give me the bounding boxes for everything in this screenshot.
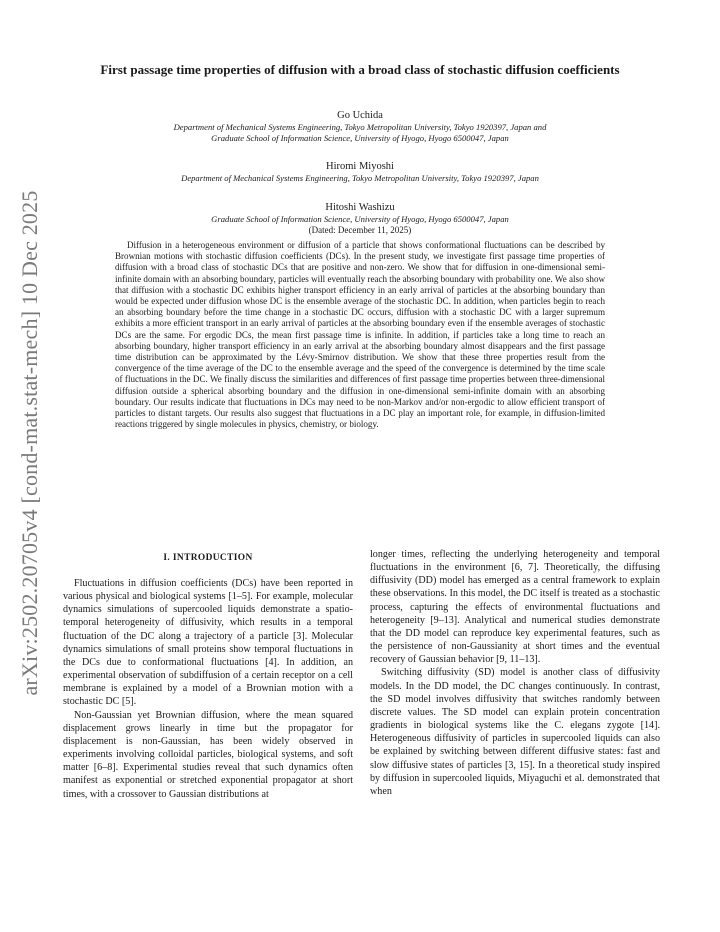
- author-affiliation: Department of Mechanical Systems Engineering, Tokyo Metropolitan University, Tokyo 1920397, Japan: [181, 173, 539, 183]
- abstract: Diffusion in a heterogeneous environment or diffusion of a particle that shows conformational fluctuations can be described by Brownian motions with stochastic diffusion coefficients (DCs). In the present study, we investigate first passage time properties of diffusion with a broad class of stochastic DCs that are positive and non-zero. We show that for diffusion in one-dimensional semi-infinite domain with an absorbing boundary, particles will eventually reach the absorbing boundary with probability one. We also show that diffusion with a stochastic DC exhibits higher transport efficiency in an early arrival of particles at the absorbing boundary than would be expected under diffusion whose DC is the ensemble average of the stochastic DC. In addition, when particles begin to reach an absorbing boundary before the time change in a stochastic DC occurs, diffusion with a stochastic DC with a larger supremum exhibits a more efficient transport in an early arrival of particles at the absorbing boundary even if the ensemble averages of stochastic DCs are the same. For ergodic DCs, the mean first passage time is infinite. In addition, if particles take a long time to reach an absorbing boundary, higher transport efficiency in an early arrival at the absorbing boundary almost disappears and the first passage time distribution can be approximated by the Lévy-Smirnov distribution. We show that these three properties result from the convergence of the time average of the DC to the ensemble average and the speed of the convergence is determined by the time scale of fluctuations in the DC. We finally discuss the similarities and differences of first passage time properties between three-dimensional diffusion outside a spherical absorbing boundary and the diffusion in one-dimensional semi-infinite domain with an absorbing boundary. Our results indicate that fluctuations in DCs may need to be non-Markov and/or non-ergodic to allow efficient transport of particles to distant targets. Our results also suggest that fluctuations in a DC play an important role, for example, in diffusion-limited reactions triggered by single molecules in physics, chemistry, or biology.: [115, 240, 605, 430]
- arxiv-identifier: arXiv:2502.20705v4 [cond-mat.stat-mech] 10 Dec 2025: [17, 190, 42, 696]
- body-paragraph: Fluctuations in diffusion coefficients (DCs) have been reported in various physical and biological systems [1–5]. For example, molecular dynamics simulations of supercooled liquids demonstrate a spatio-temporal heterogeneity of diffusivity, which results in a temporal fluctuation of the DC along a trajectory of a particle [3]. Molecular dynamics simulations of small proteins show temporal fluctuations in the DCs due to conformational fluctuations [4]. In addition, an experimental observation of subdiffusion of a certain receptor on a cell membrane is explained by a model of a Brownian motion with a stochastic DC [5].: [63, 578, 353, 708]
- arxiv-stamp: [0, 0, 60, 932]
- right-column: [370, 548, 660, 798]
- paper-title: First passage time properties of diffusion with a broad class of stochastic diffusion coefficients: [100, 62, 620, 77]
- author-name: Hitoshi Washizu: [325, 202, 395, 213]
- author-block-1: [60, 109, 660, 144]
- author-affiliation: Graduate School of Information Science, University of Hyogo, Hyogo 6500047, Japan: [211, 214, 509, 224]
- left-column: [63, 548, 353, 801]
- author-affiliation: Graduate School of Information Science, University of Hyogo, Hyogo 6500047, Japan: [211, 133, 509, 143]
- body-paragraph-continued: longer times, reflecting the underlying heterogeneity and temporal fluctuations in the environment [6, 7]. Theoretically, the diffusing diffusivity (DD) model has emerged as a central framework to explain these observations. In this model, the DC itself is treated as a stochastic process, capturing the effects of environmental fluctuations and heterogeneity [9–13]. Analytical and numerical studies demonstrate that the DD model can reproduce key experimental features, such as the persistence of non-Gaussianity at short times and the eventual recovery of Gaussian behavior [9, 11–13].: [370, 549, 660, 666]
- author-block-3: [60, 201, 660, 236]
- author-name: Hiromi Miyoshi: [326, 161, 394, 172]
- section-heading: I. INTRODUCTION: [163, 553, 253, 563]
- body-paragraph: Switching diffusivity (SD) model is another class of diffusivity models. In the DD model, the DC changes continuously. In contrast, the SD model involves diffusivity that switches randomly between discrete values. The SD model can explain protein concentration gradients in biological systems like the C. elegans zygote [14]. Heterogeneous diffusivity of particles in supercooled liquids can also be explained by switching between different diffusive states: fast and slow diffusive states of particles [3, 15]. In a theoretical study inspired by diffusion in supercooled liquids, Miyaguchi et al. demonstrated that when: [370, 667, 660, 797]
- date-line: (Dated: December 11, 2025): [308, 225, 412, 235]
- author-name: Go Uchida: [337, 110, 383, 121]
- author-block-2: [60, 160, 660, 184]
- author-affiliation: Department of Mechanical Systems Engineering, Tokyo Metropolitan University, Tokyo 1920397, Japan and: [173, 122, 547, 132]
- body-paragraph: Non-Gaussian yet Brownian diffusion, where the mean squared displacement grows linearly in time but the propagator for displacement is non-Gaussian, has been widely observed in experiments involving colloidal particles, biological systems, and soft matter [6–8]. Experimental studies reveal that such dynamics often manifest as exponential or stretched exponential propagator at short times, with a crossover to Gaussian distributions at: [63, 709, 353, 800]
